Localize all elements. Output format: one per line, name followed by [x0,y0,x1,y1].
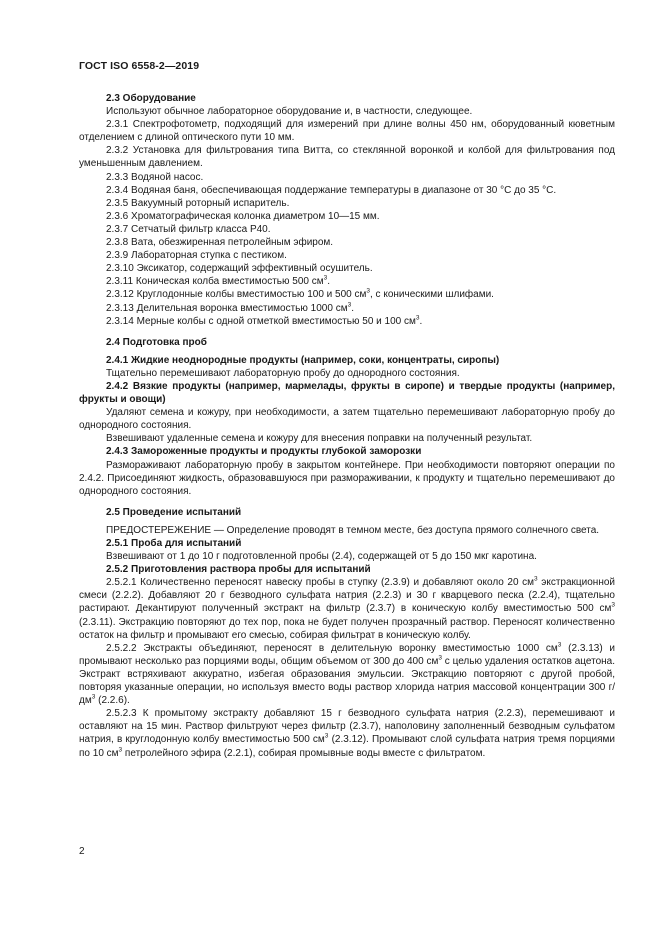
section-heading: 2.4 Подготовка проб [106,336,207,348]
paragraph: Размораживают лабораторную пробу в закрытом контейнере. При необходимости повторяют операции по 2.4.2. Присоединяют жидкость, образовавшуюся при размораживании, к продукту и тщательно перемешивают до однородного состояния. [79,459,615,497]
paragraph: 2.3.4 Водяная баня, обеспечивающая поддержание температуры в диапазоне от 30 °С до 35 °С. [106,184,557,196]
paragraph: 2.5.2.2 Экстракты объединяют, переносят в делительную воронку вместимостью 1000 $см^3$ (2.3.13) и промывают несколько раз порциями воды, общим объемом от 300 до 400 $см^3$ с целью удаления остатков ацетона. Экстракт встряхивают аккуратно, избегая образования эмульсии. Экстракцию повторяют с другой пробой, повторяя указанные операции, но используя вместо воды раствор хлорида натрия массовой концентрации 300 $г/дм^3$ (2.2.6). [79,641,615,707]
paragraph: 2.3.6 Хроматографическая колонка диаметром 10—15 мм. [106,210,380,222]
paragraph: 2.3.12 Круглодонные колбы вместимостью 100 и 500 $см^3$, с коническими шлифами. [106,288,494,301]
paragraph: 2.3.9 Лабораторная ступка с пестиком. [106,250,287,262]
paragraph: 2.5.2 Приготовления раствора пробы для испытаний [106,564,371,576]
paragraph: ПРЕДОСТЕРЕЖЕНИЕ — Определение проводят в темном месте, без доступа прямого солнечного света. [106,524,600,536]
section-heading: 2.3 Оборудование [106,93,196,104]
paragraph: 2.3.1 Спектрофотометр, подходящий для измерений при длине волны 450 нм, оборудованный кюветным отделением с длиной оптического пути 10 мм. [79,119,615,144]
paragraph: 2.3.14 Мерные колбы с одной отметкой вместимостью 50 и 100 $см^3$. [106,314,423,327]
paragraph: 2.3.11 Коническая колба вместимостью 500 $см^3$. [106,274,331,288]
document-header: ГОСТ ISO 6558-2—2019 [79,60,200,72]
paragraph: Взвешивают удаленные семена и кожуру для внесения поправки на полученный результат. [106,433,533,445]
paragraph: 2.4.1 Жидкие неоднородные продукты (например, соки, концентраты, сиропы) [106,354,500,366]
paragraph: Используют обычное лабораторное оборудование и, в частности, следующее. [106,106,473,118]
paragraph: Удаляют семена и кожуру, при необходимости, а затем тщательно перемешивают лабораторную пробу до однородного состояния. [79,407,615,432]
paragraph: 2.3.13 Делительная воронка вместимостью 1000 $см^3$. [106,301,354,314]
paragraph: 2.3.8 Вата, обезжиренная петролейным эфиром. [106,237,334,249]
paragraph: 2.5.2.1 Количественно переносят навеску пробы в ступку (2.3.9) и добавляют около 20 $см^3$ экстракционной смеси (2.2.2). Добавляют 20 г безводного сульфата натрия (2.2.3) и 30 г кварцевого песка (2.2.4), тщательно растирают. Декантируют полученный экстракт на фильтр (2.3.7) в коническую колбу вместимостью 500 $см^3$ (2.3.11). Экстракцию повторяют до тех пор, пока не будет получен прозрачный раствор. Переносят количественно остаток на фильтр и промывают его смесью, собирая фильтрат в коническую колбу. [79,575,615,641]
paragraph: 2.3.3 Водяной насос. [106,171,204,183]
section-heading: 2.5 Проведение испытаний [106,506,242,518]
paragraph: 2.5.1 Проба для испытаний [106,538,242,549]
paragraph: 2.3.5 Вакуумный роторный испаритель. [106,197,290,209]
paragraph: 2.3.7 Сетчатый фильтр класса Р40. [106,223,271,235]
paragraph: 2.3.10 Эксикатор, содержащий эффективный осушитель. [106,263,373,275]
paragraph: 2.4.2 Вязкие продукты (например, мармелады, фрукты в сиропе) и твердые продукты (например, фрукты и овощи) [79,380,615,406]
paragraph: Тщательно перемешивают лабораторную пробу до однородного состояния. [106,367,460,379]
paragraph: 2.5.2.3 К промытому экстракту добавляют 15 г безводного сульфата натрия (2.2.3), перемешивают и оставляют на 15 мин. Раствор фильтруют через фильтр (2.3.7), наполовину заполненный безводным сульфатом натрия, в круглодонную колбу вместимостью 500 $см^3$ (2.3.12). Промывают слой сульфата натрия тремя порциями по 10 $см^3$ петролейного эфира (2.2.1), собирая промывные воды вместе с фильтратом. [79,708,616,759]
paragraph: 2.3.2 Установка для фильтрования типа Витта, со стеклянной воронкой и колбой для фильтрования под уменьшенным давлением. [79,145,615,170]
document-body [79,92,615,760]
page-number: 2 [79,846,85,857]
paragraph: 2.4.3 Замороженные продукты и продукты глубокой заморозки [106,446,422,458]
paragraph: Взвешивают от 1 до 10 г подготовленной пробы (2.4), содержащей от 5 до 150 мкг каротина. [106,551,537,563]
